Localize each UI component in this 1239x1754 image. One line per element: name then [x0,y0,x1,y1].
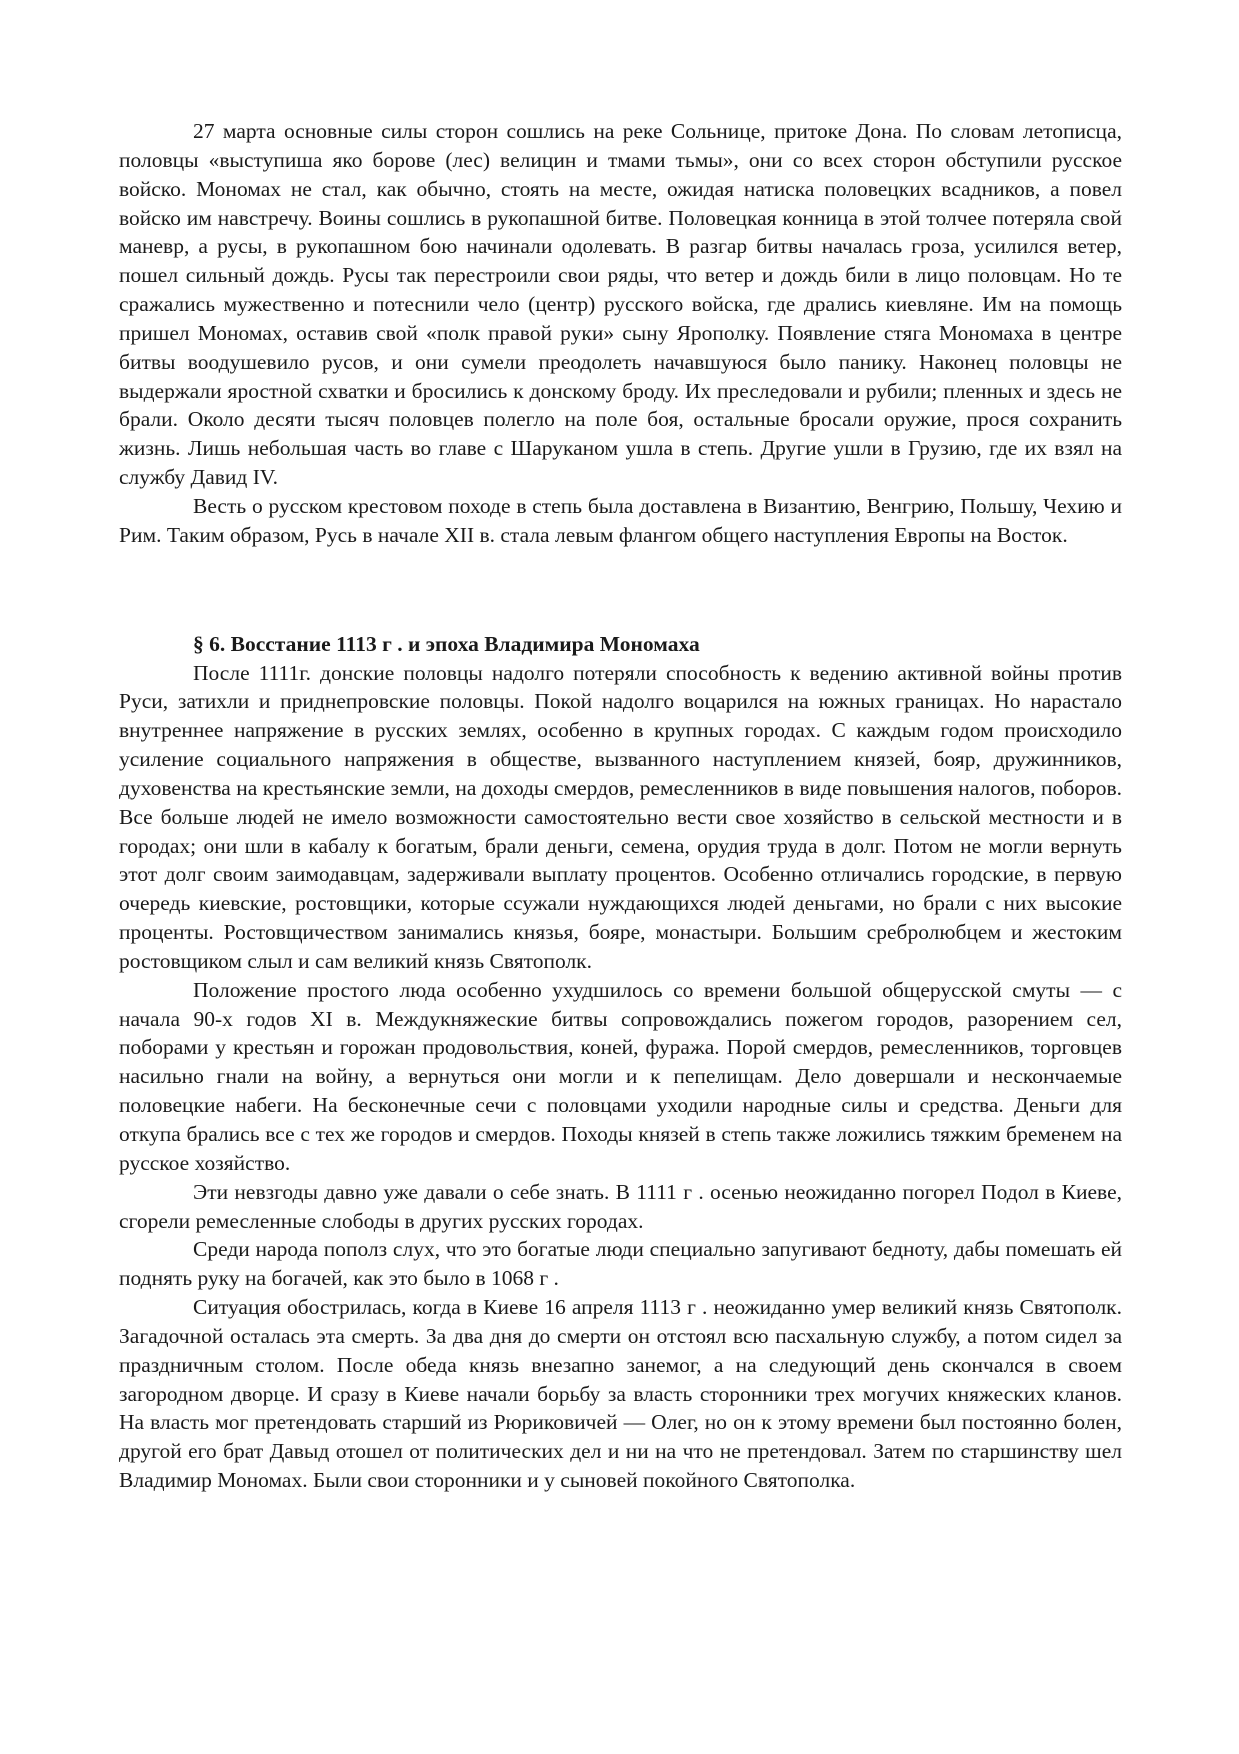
paragraph: Эти невзгоды давно уже давали о себе знать. В 1111 г . осенью неожиданно погорел Подол в Киеве, сгорели ремесленные слободы в других русских городах. [119,1179,1122,1233]
section-heading: § 6. Восстание 1113 г . и эпоха Владимира Мономаха [193,631,700,656]
paragraph: Весть о русском крестовом походе в степь была доставлена в Византию, Венгрию, Польшу, Чехию и Рим. Таким образом, Русь в начале XII в. стала левым флангом общего наступления Европы на Восток. [119,493,1122,547]
paragraph: Ситуация обострилась, когда в Киеве 16 апреля 1113 г . неожиданно умер великий князь Святополк. Загадочной осталась эта смерть. За два дня до смерти он отстоял всю пасхальную службу, а потом сидел за праздничным столом. После обеда князь внезапно занемог, а на следующий день скончался в своем загородном дворце. И сразу в Киеве начали борьбу за власть сторонники трех могучих княжеских кланов. На власть мог претендовать старший из Рюриковичей — Олег, но он к этому времени был постоянно болен, другой его брат Давыд отошел от политических дел и ни на что не претендовал. Затем по старшинству шел Владимир Мономах. Были свои сторонники и у сыновей покойного Святополка. [119,1295,1122,1493]
paragraph: После 1111г. донские половцы надолго потеряли способность к ведению активной войны против Руси, затихли и приднепровские половцы. Покой надолго воцарился на южных границах. Но нарастало внутреннее напряжение в русских землях, особенно в крупных городах. С каждым годом происходило усиление социального напряжения в обществе, вызванного наступлением князей, бояр, дружинников, духовенства на крестьянские земли, на доходы смердов, ремесленников в виде повышения налогов, поборов. Все больше людей не имело возможности самостоятельно вести свое хозяйство в сельской местности и в городах; они шли в кабалу к богатым, брали деньги, семена, орудия труда в долг. Потом не могли вернуть этот долг своим заимодавцам, задерживали выплату процентов. Особенно отличались городские, в первую очередь киевские, ростовщики, которые ссужали нуждающихся людей деньгами, но брали с них высокие проценты. Ростовщичеством занимались князья, бояре, монастыри. Большим сребролюбцем и жестоким ростовщиком слыл и сам великий князь Святополк. [119,660,1122,973]
document-page [119,117,1122,1495]
paragraph: 27 марта основные силы сторон сошлись на реке Сольнице, притоке Дона. По словам летописца, половцы «выступиша яко борове (лес) велицин и тмами тьмы», они со всех сторон обступили русское войско. Мономах не стал, как обычно, стоять на месте, ожидая натиска половецких всадников, а повел войско им навстречу. Воины сошлись в рукопашной битве. Половецкая конница в этой толчее потеряла свой маневр, а русы, в рукопашном бою начинали одолевать. В разгар битвы началась гроза, усилился ветер, пошел сильный дождь. Русы так перестроили свои ряды, что ветер и дождь били в лицо половцам. Но те сражались мужественно и потеснили чело (центр) русского войска, где дрались киевляне. Им на помощь пришел Мономах, оставив свой «полк правой руки» сыну Ярополку. Появление стяга Мономаха в центре битвы воодушевило русов, и они сумели преодолеть начавшуюся было панику. Наконец половцы не выдержали яростной схватки и бросились к донскому броду. Их преследовали и рубили; пленных и здесь не брали. Около десяти тысяч половцев полегло на поле боя, остальные бросали оружие, прося сохранить жизнь. Лишь небольшая часть во главе с Шаруканом ушла в степь. Другие ушли в Грузию, где их взял на службу Давид IV. [119,119,1122,490]
paragraph: Среди народа пополз слух, что это богатые люди специально запугивают бедноту, дабы помешать ей поднять руку на богачей, как это было в 1068 г . [119,1237,1122,1291]
section-gap [119,550,1122,630]
paragraph: Положение простого люда особенно ухудшилось со времени большой общерусской смуты — с начала 90-х годов XI в. Междукняжеские битвы сопровождались пожегом городов, разорением сел, поборами у крестьян и горожан продовольствия, коней, фуража. Порой смердов, ремесленников, торговцев насильно гнали на войну, а вернуться они могли и к пепелищам. Дело довершали и нескончаемые половецкие набеги. На бесконечные сечи с половцами уходили народные силы и средства. Деньги для откупа брались все с тех же городов и смердов. Походы князей в степь также ложились тяжким бременем на русское хозяйство. [119,977,1122,1175]
